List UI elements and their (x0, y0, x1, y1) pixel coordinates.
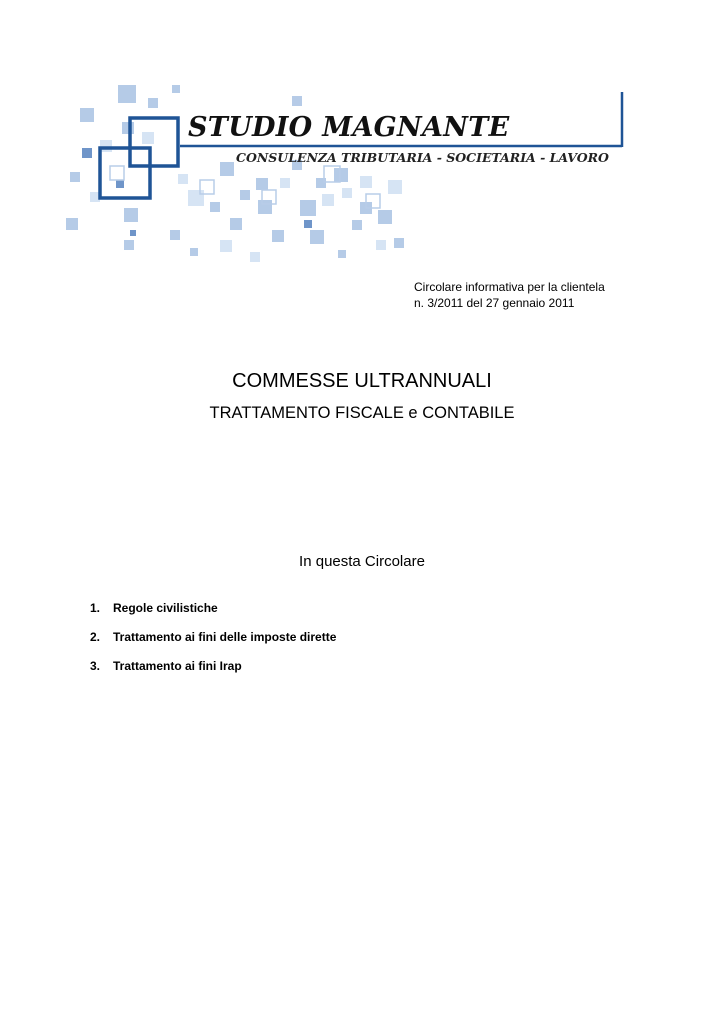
toc-item-label: Regole civilistiche (113, 601, 218, 615)
toc-item (90, 600, 336, 629)
toc-heading: In questa Circolare (299, 553, 425, 570)
letterhead-logo (60, 80, 640, 270)
toc-item-label: Trattamento ai fini delle imposte dirette (113, 630, 337, 644)
toc-item (90, 658, 336, 687)
toc-item-label: Trattamento ai fini Irap (113, 659, 242, 673)
circular-info-line-1: Circolare informativa per la clientela (414, 280, 605, 294)
document-subtitle: TRATTAMENTO FISCALE e CONTABILE (209, 404, 515, 422)
toc-list (90, 600, 336, 687)
circular-info-line-2: n. 3/2011 del 27 gennaio 2011 (414, 296, 575, 310)
document-title: COMMESSE ULTRANNUALI (232, 370, 492, 392)
circular-info (414, 279, 605, 311)
toc-item-number: 2. (90, 630, 101, 644)
toc-item (90, 629, 336, 658)
brand-name: STUDIO MAGNANTE (188, 112, 510, 143)
toc-item-number: 1. (90, 601, 101, 615)
brand-tagline: CONSULENZA TRIBUTARIA - SOCIETARIA - LAVORO (236, 150, 609, 165)
logo-squares-graphic (60, 80, 640, 270)
toc-item-number: 3. (90, 659, 101, 673)
